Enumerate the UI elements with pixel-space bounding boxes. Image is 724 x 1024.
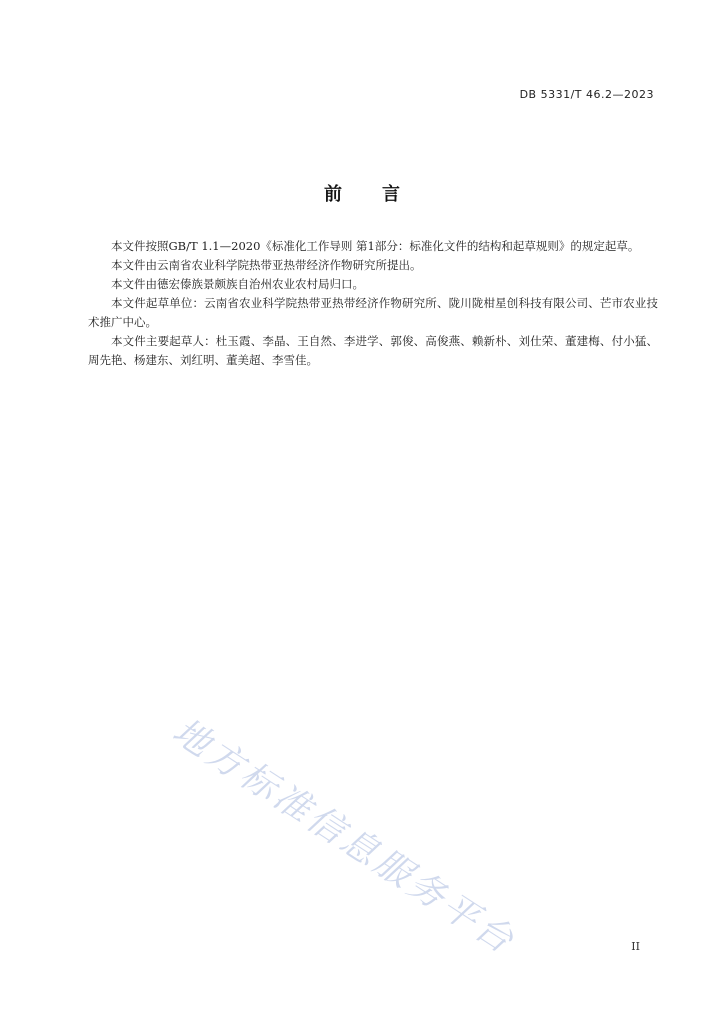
paragraph-drafting-rules: 本文件按照GB/T 1.1—2020《标准化工作导则 第1部分：标准化文件的结构和起草规则》的规定起草。 <box>111 239 640 253</box>
paragraph-administrator: 本文件由德宏傣族景颇族自治州农业农村局归口。 <box>111 277 364 291</box>
paragraph-drafting-units: 本文件起草单位：云南省农业科学院热带亚热带经济作物研究所、陇川陇柑星创科技有限公司、芒市农业技术推广中心。 <box>88 296 658 329</box>
page-number: II <box>631 940 640 953</box>
paragraph-drafters: 本文件主要起草人：杜玉霞、李晶、王自然、李进学、郭俊、高俊燕、赖新朴、刘仕荣、董建梅、付小猛、周先艳、杨建东、刘红明、董美超、李雪佳。 <box>88 334 658 367</box>
document-code: DB 5331/T 46.2—2023 <box>519 88 654 101</box>
foreword-body <box>88 237 658 370</box>
watermark: 地方标准信息服务平台 <box>165 710 524 964</box>
paragraph-proposer: 本文件由云南省农业科学院热带亚热带经济作物研究所提出。 <box>111 258 422 272</box>
page-title: 前言 <box>324 184 440 205</box>
